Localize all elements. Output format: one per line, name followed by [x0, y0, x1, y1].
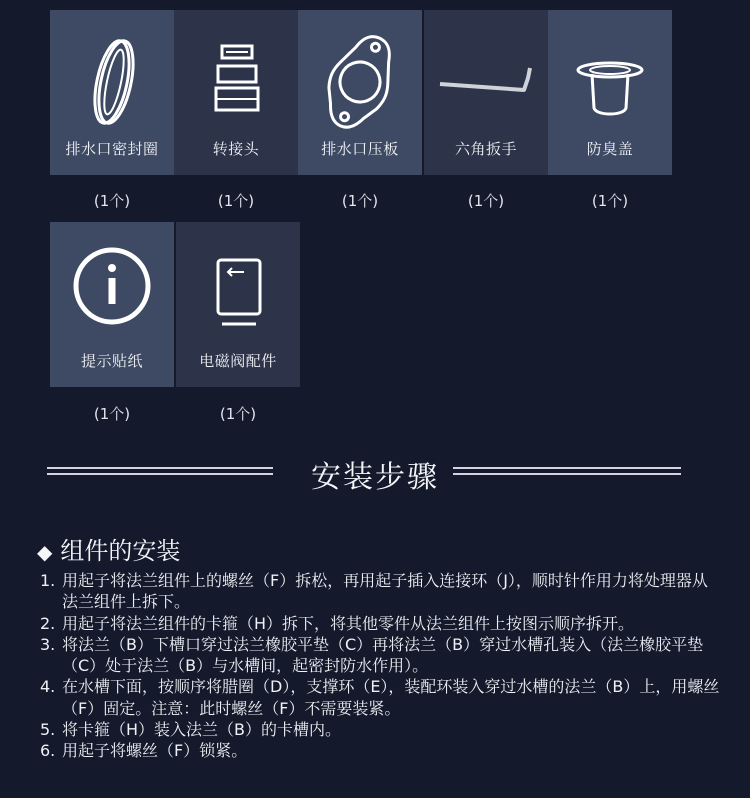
step-item [40, 570, 720, 613]
part-label: 排水口压板 [321, 140, 399, 158]
step-item [40, 740, 720, 761]
solenoid-valve-icon [176, 222, 300, 342]
step-item [40, 676, 720, 719]
step-text: 将卡箍（H）装入法兰（B）的卡槽内。 [62, 720, 342, 740]
sub-heading [37, 531, 180, 566]
step-number: 6. [40, 741, 56, 761]
sealing-ring-icon [50, 10, 174, 130]
step-text: 将法兰（B）下槽口穿过法兰橡胶平垫（C）再将法兰（B）穿过水槽孔装入（法兰橡胶平垫（C）处于法兰（B）与水槽间，起密封防水作用）。 [62, 634, 704, 676]
part-tile-solenoid-valve [176, 222, 300, 387]
part-tile-odor-cover [548, 10, 672, 175]
step-item [40, 634, 720, 677]
step-text: 用起子将法兰组件上的螺丝（F）拆松，再用起子插入连接环（J），顺时针作用力将处理器从法兰组件上拆下。 [62, 571, 708, 612]
adapter-icon [174, 10, 298, 130]
step-number: 1. [40, 571, 56, 590]
step-text: 用起子将法兰组件的卡箍（H）拆下，将其他零件从法兰组件上按图示顺序拆开。 [62, 613, 635, 633]
section-title: 安装步骤 [311, 460, 439, 495]
part-label: 电磁阀配件 [199, 352, 277, 370]
part-tile-sealing-ring [50, 10, 174, 175]
part-label: 六角扳手 [454, 140, 517, 158]
part-quantity: (1个) [467, 192, 505, 210]
info-sticker-icon [50, 222, 174, 342]
odor-cover-icon [548, 10, 672, 130]
step-text: 用起子将螺丝（F）锁紧。 [62, 741, 248, 761]
part-quantity: (1个) [219, 405, 257, 423]
part-tile-hex-wrench [424, 10, 548, 175]
step-number: 2. [40, 613, 56, 633]
step-item [40, 613, 720, 634]
step-text: 在水槽下面，按顺序将腊圈（D），支撑环（E），装配环装入穿过水槽的法兰（B）上，用螺丝（F）固定。注意：此时螺丝（F）不需要装紧。 [62, 677, 720, 718]
section-divider-right [453, 467, 681, 475]
part-label: 提示贴纸 [80, 352, 143, 370]
part-label: 转接头 [212, 140, 260, 158]
step-number: 3. [40, 634, 56, 654]
part-quantity: (1个) [93, 405, 131, 423]
part-tile-adapter [174, 10, 298, 175]
diamond-bullet-icon: ◆ [37, 540, 53, 564]
installation-steps [40, 570, 720, 762]
part-label: 排水口密封圈 [65, 140, 159, 158]
part-tile-info-sticker [50, 222, 174, 387]
step-number: 5. [40, 720, 56, 740]
part-quantity: (1个) [217, 192, 255, 210]
part-quantity: (1个) [591, 192, 629, 210]
part-label: 防臭盖 [586, 140, 634, 158]
part-quantity: (1个) [93, 192, 131, 210]
step-item [40, 719, 720, 740]
part-tile-pressure-plate [298, 10, 422, 175]
hex-wrench-icon [424, 10, 548, 130]
step-number: 4. [40, 677, 56, 697]
pressure-plate-icon [298, 10, 422, 130]
part-quantity: (1个) [341, 192, 379, 210]
sub-heading-text: 组件的安装 [60, 537, 181, 565]
